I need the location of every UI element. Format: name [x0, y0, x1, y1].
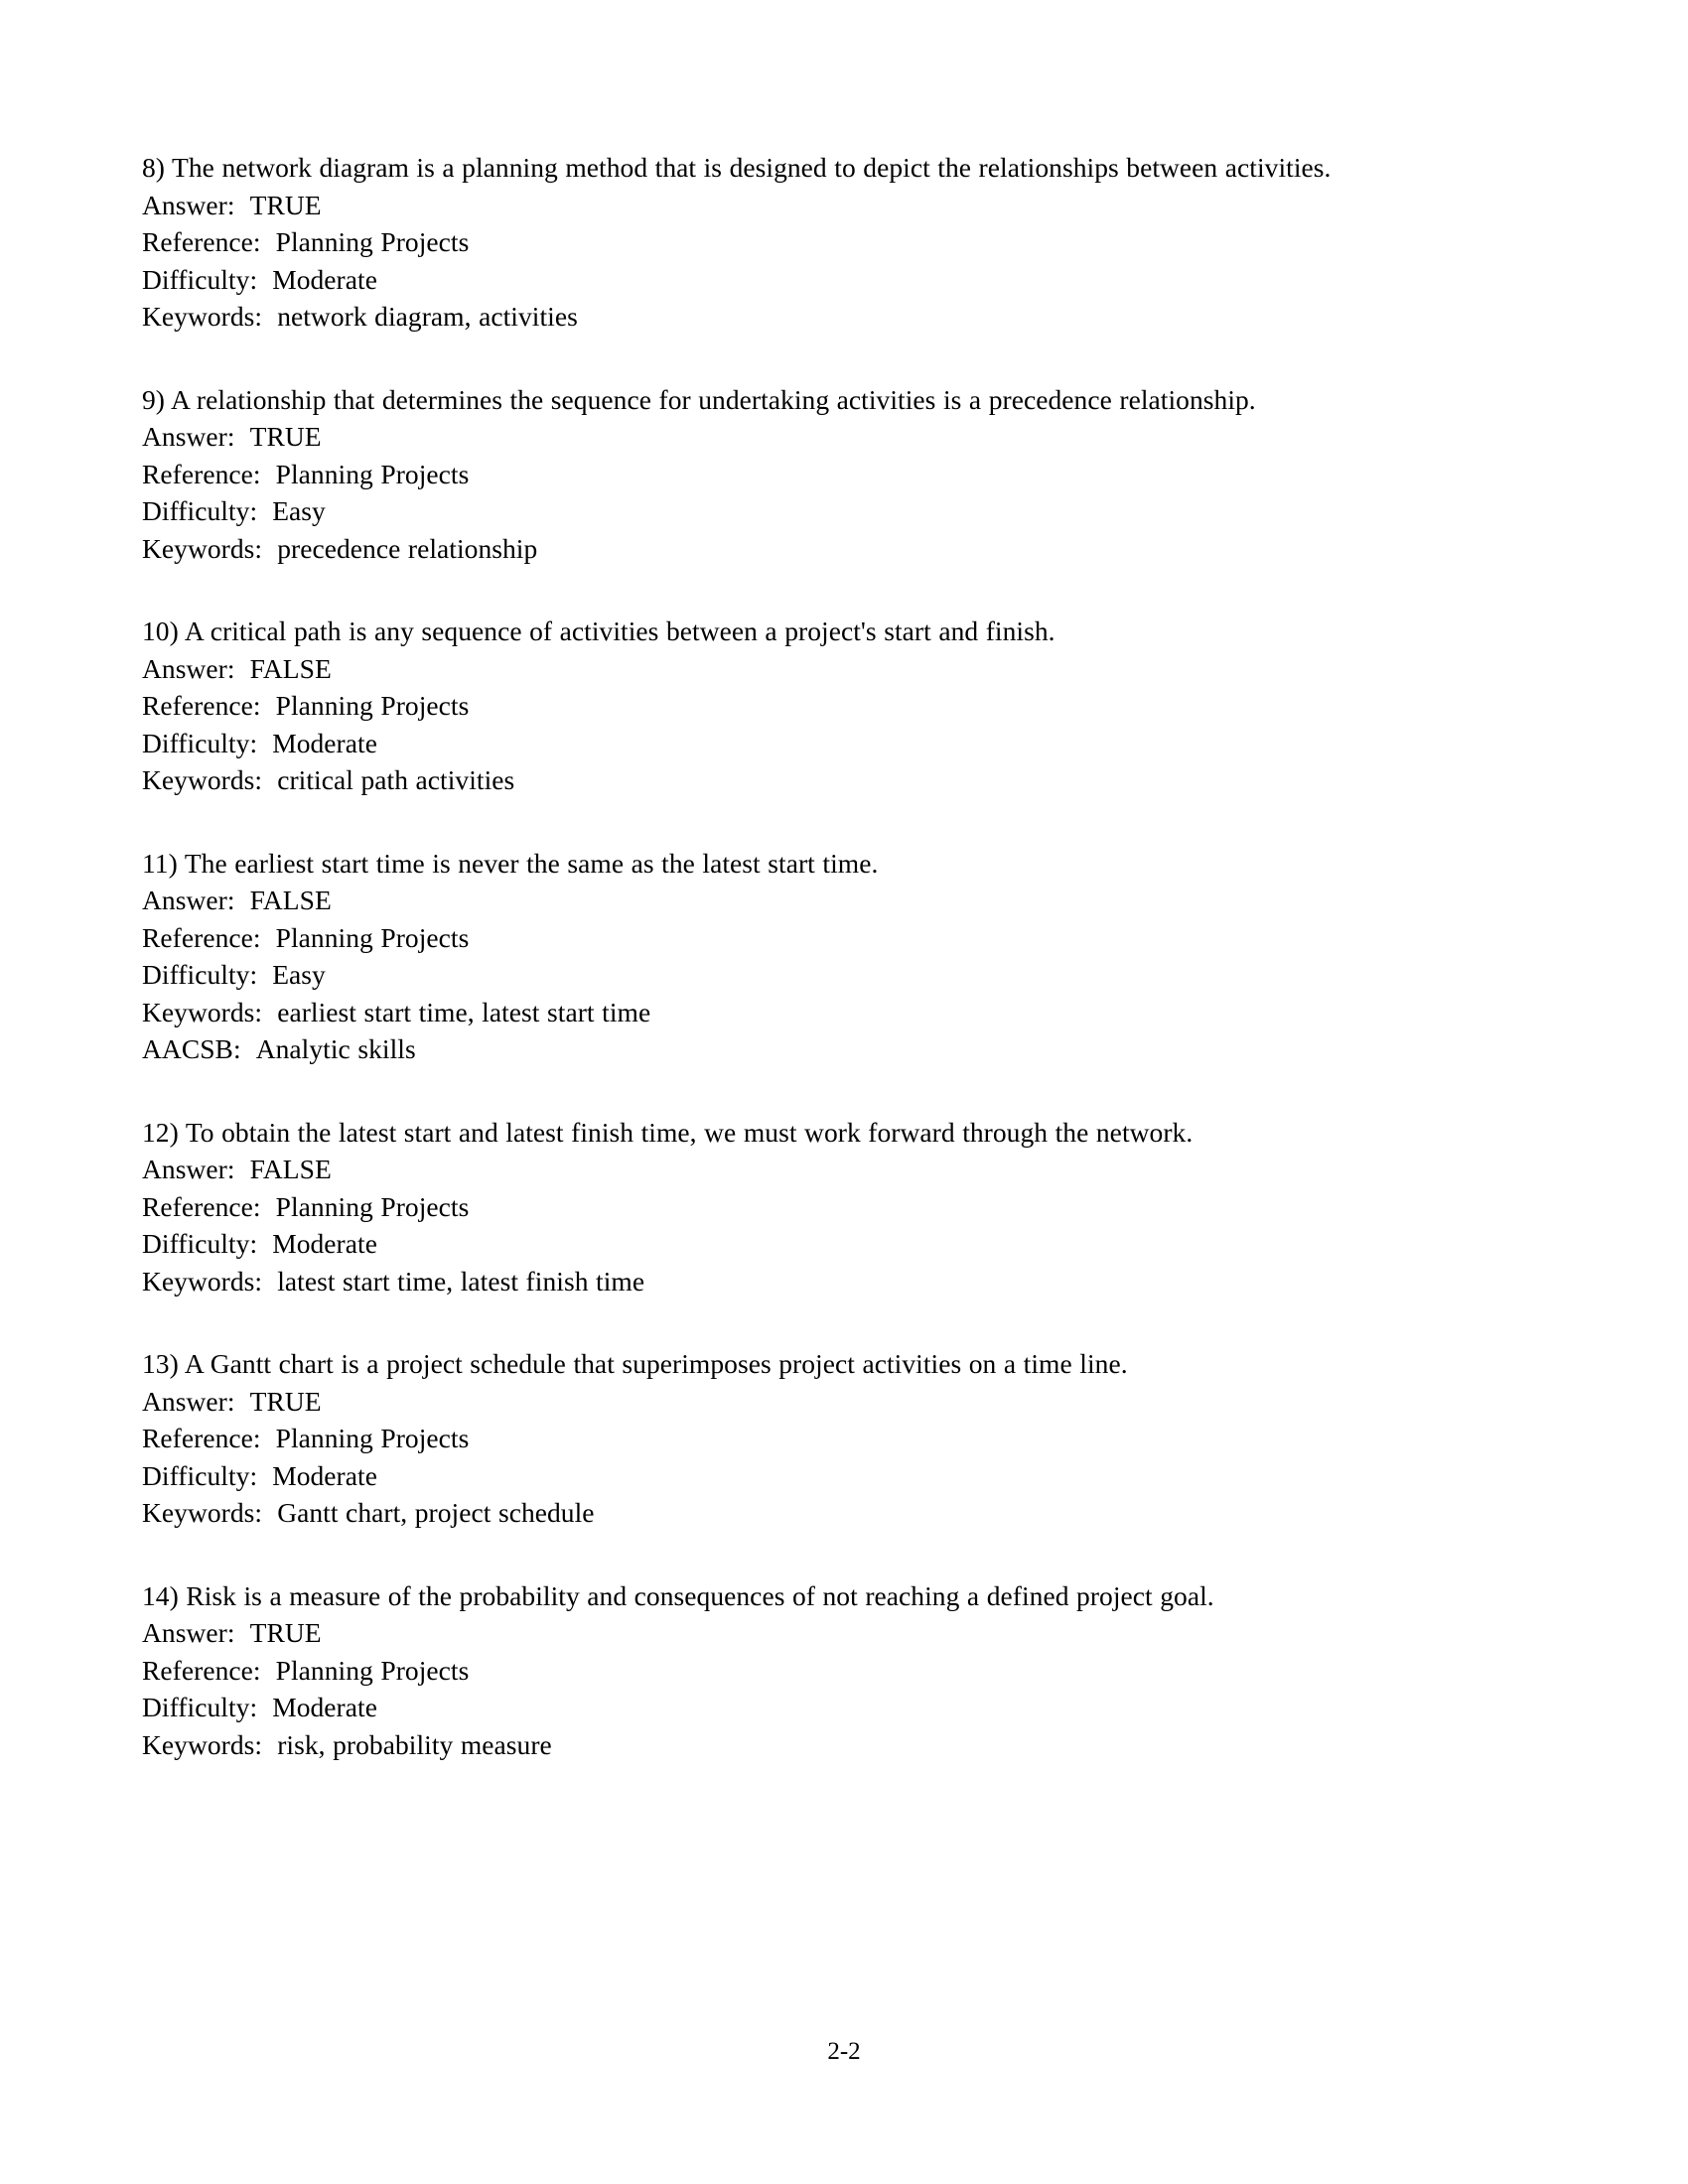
question-block [142, 1114, 1463, 1300]
metadata-label: Reference: [142, 226, 261, 257]
metadata-separator [241, 1033, 256, 1064]
metadata-line [142, 1383, 1463, 1421]
metadata-value: latest start time, latest finish time [277, 1265, 645, 1297]
metadata-line [142, 1151, 1463, 1188]
metadata-value: Easy [272, 495, 326, 526]
metadata-label: Answer: [142, 1617, 235, 1648]
metadata-line [142, 1188, 1463, 1226]
metadata-separator [235, 653, 250, 684]
metadata-value: Easy [272, 959, 326, 990]
metadata-value: Planning Projects [275, 690, 470, 721]
metadata-separator [261, 922, 276, 953]
question-stem: 14) Risk is a measure of the probability and consequences of not reaching a defined project goal. [142, 1579, 1214, 1611]
question-stem: 10) A critical path is any sequence of activities between a project's start and finish. [142, 615, 1055, 646]
metadata-line [142, 456, 1463, 493]
metadata-value: TRUE [249, 421, 322, 452]
metadata-line [142, 1494, 1463, 1532]
metadata-label: Keywords: [142, 1265, 263, 1297]
metadata-label: Answer: [142, 1154, 235, 1184]
metadata-label: Keywords: [142, 301, 263, 332]
metadata-value: TRUE [249, 1617, 322, 1648]
metadata-separator [262, 997, 277, 1027]
metadata-separator [257, 1692, 272, 1722]
metadata-line [142, 418, 1463, 456]
metadata-label: Answer: [142, 189, 235, 220]
metadata-label: Keywords: [142, 1497, 263, 1528]
metadata-separator [257, 495, 272, 526]
metadata-separator [257, 728, 272, 758]
metadata-line [142, 687, 1463, 725]
metadata-line [142, 1263, 1463, 1300]
metadata-label: Keywords: [142, 532, 263, 564]
question-stem: 9) A relationship that determines the sequence for undertaking activities is a precedence relationship. [142, 383, 1256, 415]
metadata-line [142, 1614, 1463, 1652]
metadata-line [142, 1652, 1463, 1690]
question-block [142, 613, 1463, 799]
metadata-line [142, 650, 1463, 688]
metadata-line [142, 1225, 1463, 1263]
metadata-value: Analytic skills [255, 1033, 416, 1064]
metadata-separator [257, 1460, 272, 1491]
metadata-value: earliest start time, latest start time [277, 996, 651, 1027]
question-block [142, 1577, 1463, 1764]
metadata-separator [235, 1617, 250, 1648]
metadata-label: Difficulty: [142, 1459, 258, 1491]
metadata-value: Planning Projects [275, 458, 470, 489]
metadata-value: TRUE [249, 1385, 322, 1417]
metadata-value: Gantt chart, project schedule [277, 1497, 595, 1528]
metadata-label: Answer: [142, 421, 235, 452]
metadata-separator [261, 226, 276, 257]
question-stem: 13) A Gantt chart is a project schedule that superimposes project activities on a time line. [142, 1348, 1128, 1379]
metadata-value: Moderate [272, 1459, 377, 1491]
metadata-label: Answer: [142, 1385, 235, 1417]
metadata-separator [261, 690, 276, 721]
metadata-line [142, 725, 1463, 762]
metadata-value: precedence relationship [277, 532, 538, 564]
question-block [142, 149, 1463, 336]
metadata-label: Difficulty: [142, 263, 258, 295]
metadata-value: Planning Projects [275, 921, 470, 953]
metadata-value: Moderate [272, 727, 377, 758]
metadata-separator [257, 264, 272, 295]
metadata-label: Answer: [142, 885, 235, 915]
metadata-line [142, 919, 1463, 957]
metadata-label: Answer: [142, 652, 235, 684]
metadata-line [142, 1689, 1463, 1726]
metadata-separator [235, 885, 250, 915]
metadata-label: Reference: [142, 1190, 261, 1222]
metadata-value: Planning Projects [275, 1190, 470, 1222]
metadata-line [142, 187, 1463, 224]
metadata-line [142, 530, 1463, 568]
metadata-label: Difficulty: [142, 1692, 258, 1722]
metadata-separator [262, 1266, 277, 1297]
page-content-area [142, 149, 1463, 1809]
metadata-separator [262, 1729, 277, 1760]
question-block [142, 845, 1463, 1068]
metadata-line [142, 1030, 1463, 1068]
metadata-value: Planning Projects [275, 226, 470, 257]
metadata-separator [261, 1191, 276, 1222]
metadata-line [142, 1420, 1463, 1457]
metadata-line [142, 882, 1463, 919]
metadata-separator [261, 459, 276, 489]
metadata-line [142, 956, 1463, 994]
metadata-value: FALSE [249, 885, 332, 915]
metadata-separator [262, 533, 277, 564]
metadata-label: Keywords: [142, 764, 263, 795]
metadata-value: Planning Projects [275, 1423, 470, 1453]
metadata-line [142, 298, 1463, 336]
metadata-separator [235, 190, 250, 220]
metadata-separator [257, 1228, 272, 1259]
metadata-value: Moderate [272, 263, 377, 295]
metadata-value: Planning Projects [275, 1654, 470, 1686]
metadata-label: Reference: [142, 1654, 261, 1686]
metadata-value: risk, probability measure [277, 1728, 552, 1760]
metadata-line [142, 223, 1463, 261]
metadata-line [142, 761, 1463, 799]
metadata-value: FALSE [249, 1154, 332, 1184]
metadata-label: Difficulty: [142, 495, 258, 526]
metadata-label: Reference: [142, 1423, 261, 1453]
metadata-value: TRUE [249, 189, 322, 220]
question-stem: 12) To obtain the latest start and latest finish time, we must work forward through the network. [142, 1116, 1194, 1148]
metadata-line [142, 492, 1463, 530]
metadata-value: critical path activities [277, 764, 515, 795]
question-stem: 11) The earliest start time is never the same as the latest start time. [142, 847, 879, 879]
metadata-separator [261, 1655, 276, 1686]
metadata-separator [262, 1497, 277, 1528]
metadata-label: AACSB: [142, 1033, 241, 1064]
metadata-label: Reference: [142, 690, 261, 721]
question-block-list [142, 149, 1463, 1763]
metadata-value: Moderate [272, 1228, 377, 1259]
metadata-line [142, 261, 1463, 299]
question-stem: 8) The network diagram is a planning method that is designed to depict the relationships between activities. [142, 152, 1332, 183]
metadata-separator [261, 1423, 276, 1453]
metadata-label: Reference: [142, 458, 261, 489]
metadata-value: network diagram, activities [277, 301, 578, 332]
metadata-label: Difficulty: [142, 959, 258, 990]
metadata-separator [235, 1154, 250, 1184]
metadata-value: FALSE [249, 652, 332, 684]
question-block [142, 1345, 1463, 1532]
metadata-separator [235, 421, 250, 452]
metadata-label: Difficulty: [142, 1228, 258, 1259]
metadata-separator [262, 764, 277, 795]
metadata-label: Keywords: [142, 1728, 263, 1760]
metadata-separator [262, 301, 277, 332]
question-block [142, 381, 1463, 568]
metadata-separator [235, 1386, 250, 1417]
page-footer: 2-2 [827, 2038, 861, 2065]
metadata-line [142, 994, 1463, 1031]
metadata-line [142, 1457, 1463, 1495]
metadata-label: Keywords: [142, 996, 263, 1027]
metadata-label: Reference: [142, 921, 261, 953]
metadata-line [142, 1726, 1463, 1764]
metadata-value: Moderate [272, 1692, 377, 1722]
metadata-separator [257, 959, 272, 990]
metadata-label: Difficulty: [142, 727, 258, 758]
